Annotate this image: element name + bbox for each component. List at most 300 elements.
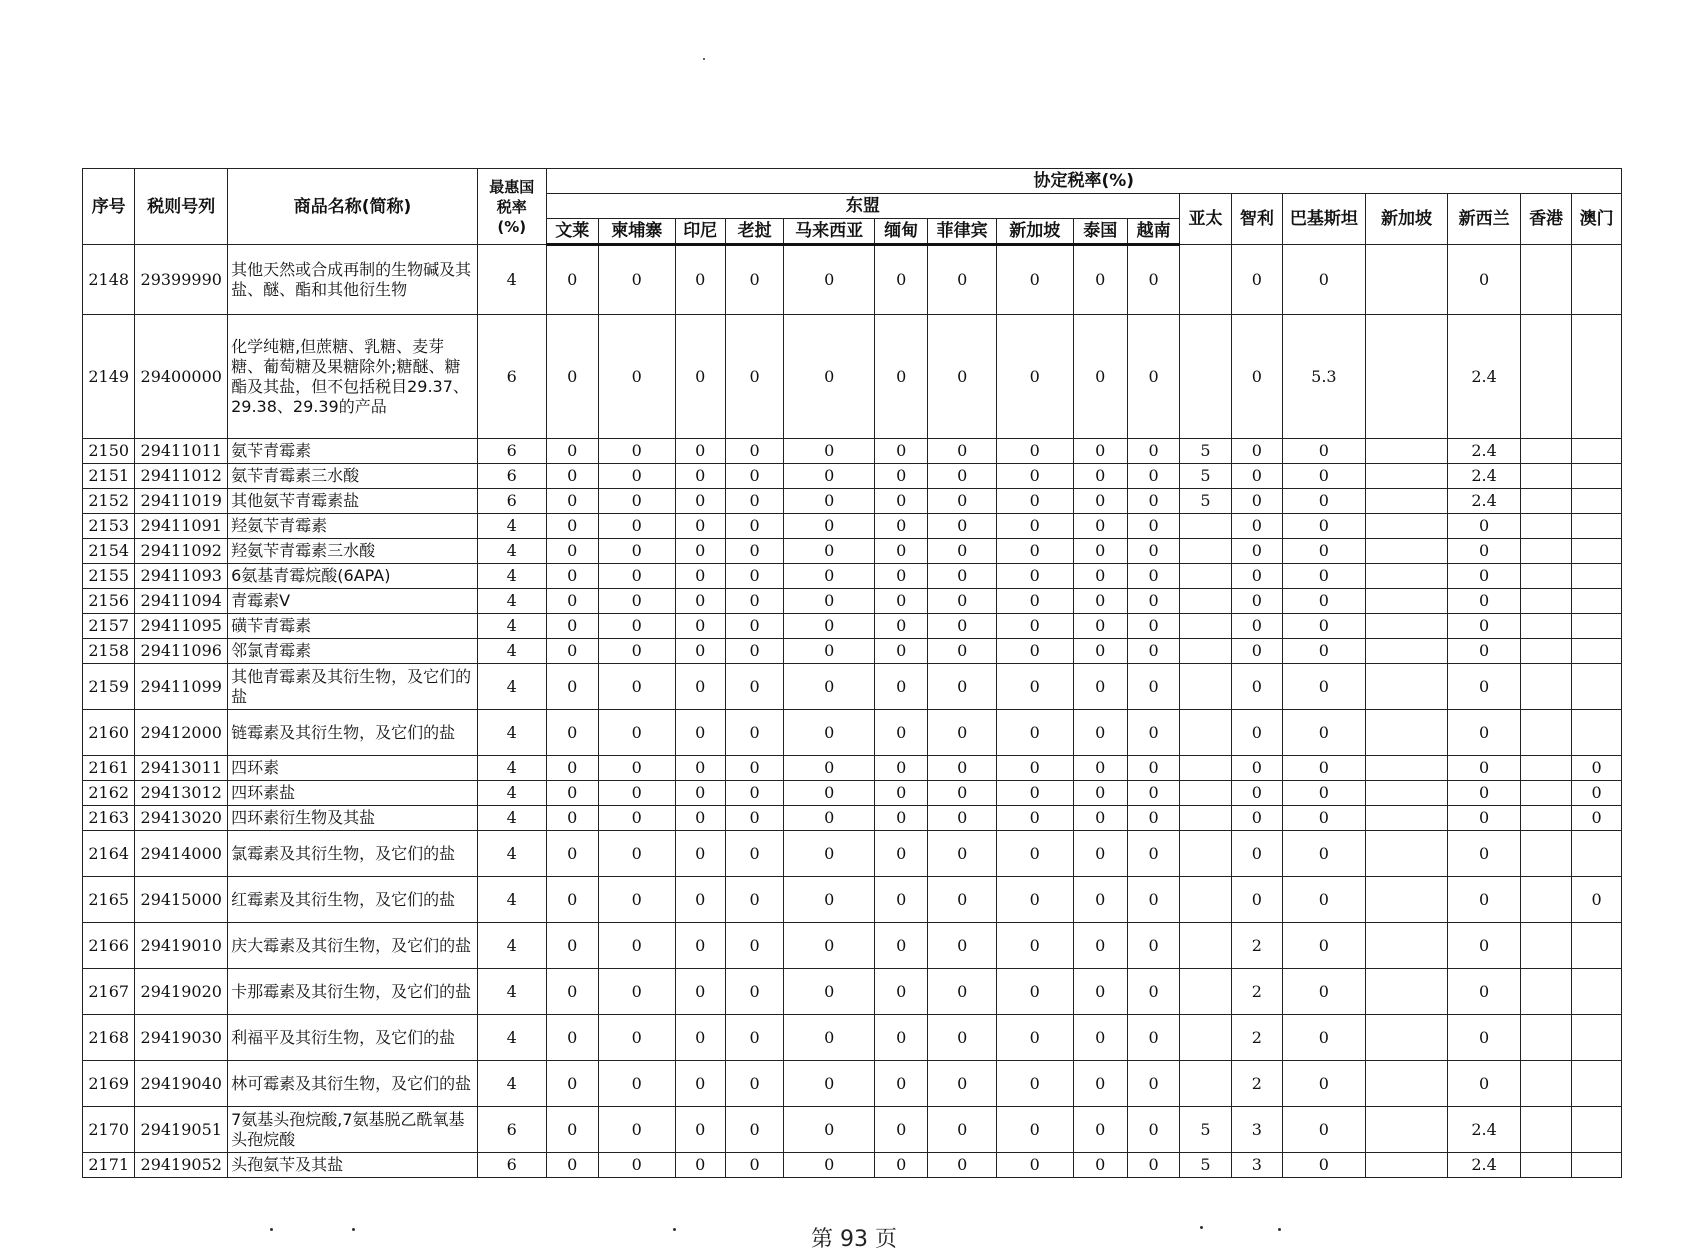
- cell-asean-rate: 0: [784, 639, 875, 664]
- cell-name: 磺苄青霉素: [228, 614, 478, 639]
- header-pakistan: 巴基斯坦: [1283, 194, 1366, 245]
- cell-seq: 2159: [83, 664, 135, 710]
- cell-mfn: 6: [478, 489, 547, 514]
- cell-asean-rate: 0: [725, 710, 783, 756]
- cell-asean-rate: 0: [996, 589, 1073, 614]
- cell-name: 林可霉素及其衍生物，及它们的盐: [228, 1061, 478, 1107]
- cell-asean-rate: 0: [928, 539, 997, 564]
- cell-newzealand: 2.4: [1448, 464, 1521, 489]
- cell-asean-rate: 0: [1127, 489, 1179, 514]
- cell-code: 29419052: [135, 1153, 228, 1178]
- cell-name: 卡那霉素及其衍生物，及它们的盐: [228, 969, 478, 1015]
- cell-asean-rate: 0: [784, 831, 875, 877]
- cell-singapore: [1365, 1153, 1448, 1178]
- cell-code: 29411091: [135, 514, 228, 539]
- header-asean: 东盟: [546, 194, 1180, 219]
- cell-apta: [1180, 614, 1231, 639]
- header-asean-brunei: 文莱: [546, 219, 598, 245]
- cell-asean-rate: 0: [675, 923, 725, 969]
- header-hongkong: 香港: [1520, 194, 1571, 245]
- cell-asean-rate: 0: [875, 439, 928, 464]
- cell-asean-rate: 0: [1127, 439, 1179, 464]
- header-asean-myanmar: 缅甸: [875, 219, 928, 245]
- cell-newzealand: 0: [1448, 245, 1521, 315]
- table-row: [83, 781, 1622, 806]
- cell-chile: 0: [1231, 589, 1282, 614]
- cell-asean-rate: 0: [675, 1015, 725, 1061]
- cell-asean-rate: 0: [928, 564, 997, 589]
- cell-asean-rate: 0: [725, 1107, 783, 1153]
- cell-asean-rate: 0: [928, 831, 997, 877]
- cell-macao: [1572, 831, 1622, 877]
- cell-name: 四环素盐: [228, 781, 478, 806]
- cell-asean-rate: 0: [1073, 969, 1127, 1015]
- cell-mfn: 6: [478, 439, 547, 464]
- cell-hongkong: [1520, 781, 1571, 806]
- header-asean-singapore: 新加坡: [996, 219, 1073, 245]
- cell-asean-rate: 0: [928, 439, 997, 464]
- cell-seq: 2162: [83, 781, 135, 806]
- cell-asean-rate: 0: [1073, 1107, 1127, 1153]
- cell-code: 29413020: [135, 806, 228, 831]
- cell-asean-rate: 0: [875, 877, 928, 923]
- cell-asean-rate: 0: [598, 245, 675, 315]
- cell-apta: 5: [1180, 439, 1231, 464]
- cell-code: 29413012: [135, 781, 228, 806]
- cell-apta: 5: [1180, 1107, 1231, 1153]
- cell-asean-rate: 0: [725, 514, 783, 539]
- cell-chile: 0: [1231, 664, 1282, 710]
- cell-asean-rate: 0: [546, 710, 598, 756]
- cell-hongkong: [1520, 639, 1571, 664]
- cell-asean-rate: 0: [875, 614, 928, 639]
- cell-asean-rate: 0: [1127, 1061, 1179, 1107]
- cell-asean-rate: 0: [675, 664, 725, 710]
- cell-singapore: [1365, 639, 1448, 664]
- table-row: [83, 439, 1622, 464]
- cell-asean-rate: 0: [1127, 710, 1179, 756]
- cell-asean-rate: 0: [598, 1153, 675, 1178]
- cell-chile: 0: [1231, 245, 1282, 315]
- cell-apta: [1180, 664, 1231, 710]
- cell-pakistan: 0: [1283, 1153, 1366, 1178]
- cell-macao: [1572, 664, 1622, 710]
- cell-asean-rate: 0: [1127, 315, 1179, 439]
- table-row: [83, 1153, 1622, 1178]
- cell-chile: 0: [1231, 439, 1282, 464]
- cell-asean-rate: 0: [1127, 514, 1179, 539]
- cell-asean-rate: 0: [1127, 969, 1179, 1015]
- cell-pakistan: 0: [1283, 539, 1366, 564]
- cell-name: 青霉素V: [228, 589, 478, 614]
- cell-asean-rate: 0: [598, 514, 675, 539]
- cell-asean-rate: 0: [784, 1153, 875, 1178]
- cell-name: 四环素衍生物及其盐: [228, 806, 478, 831]
- cell-asean-rate: 0: [675, 756, 725, 781]
- cell-asean-rate: 0: [928, 710, 997, 756]
- cell-mfn: 4: [478, 923, 547, 969]
- cell-newzealand: 0: [1448, 877, 1521, 923]
- cell-asean-rate: 0: [675, 877, 725, 923]
- cell-asean-rate: 0: [598, 806, 675, 831]
- cell-code: 29412000: [135, 710, 228, 756]
- cell-mfn: 6: [478, 464, 547, 489]
- cell-name: 6氨基青霉烷酸(6APA): [228, 564, 478, 589]
- cell-code: 29411011: [135, 439, 228, 464]
- cell-asean-rate: 0: [675, 439, 725, 464]
- header-asean-malaysia: 马来西亚: [784, 219, 875, 245]
- cell-asean-rate: 0: [725, 539, 783, 564]
- cell-asean-rate: 0: [1073, 831, 1127, 877]
- cell-asean-rate: 0: [546, 1107, 598, 1153]
- cell-asean-rate: 0: [928, 315, 997, 439]
- cell-mfn: 6: [478, 1153, 547, 1178]
- cell-newzealand: 0: [1448, 831, 1521, 877]
- cell-asean-rate: 0: [1073, 756, 1127, 781]
- cell-name: 红霉素及其衍生物，及它们的盐: [228, 877, 478, 923]
- cell-asean-rate: 0: [1127, 245, 1179, 315]
- cell-mfn: 4: [478, 589, 547, 614]
- cell-asean-rate: 0: [675, 539, 725, 564]
- cell-asean-rate: 0: [1073, 614, 1127, 639]
- cell-macao: [1572, 1061, 1622, 1107]
- cell-apta: [1180, 756, 1231, 781]
- cell-newzealand: 0: [1448, 539, 1521, 564]
- cell-asean-rate: 0: [546, 439, 598, 464]
- cell-hongkong: [1520, 806, 1571, 831]
- cell-asean-rate: 0: [598, 489, 675, 514]
- cell-asean-rate: 0: [725, 614, 783, 639]
- header-asean-cambodia: 柬埔寨: [598, 219, 675, 245]
- cell-seq: 2151: [83, 464, 135, 489]
- cell-asean-rate: 0: [996, 539, 1073, 564]
- cell-singapore: [1365, 710, 1448, 756]
- cell-asean-rate: 0: [725, 464, 783, 489]
- cell-singapore: [1365, 489, 1448, 514]
- cell-asean-rate: 0: [598, 614, 675, 639]
- cell-asean-rate: 0: [1073, 806, 1127, 831]
- cell-singapore: [1365, 1061, 1448, 1107]
- cell-seq: 2164: [83, 831, 135, 877]
- cell-asean-rate: 0: [996, 514, 1073, 539]
- cell-asean-rate: 0: [875, 781, 928, 806]
- cell-apta: [1180, 877, 1231, 923]
- cell-apta: [1180, 639, 1231, 664]
- cell-asean-rate: 0: [598, 969, 675, 1015]
- cell-chile: 2: [1231, 1015, 1282, 1061]
- cell-hongkong: [1520, 1107, 1571, 1153]
- cell-asean-rate: 0: [928, 1107, 997, 1153]
- cell-chile: 0: [1231, 756, 1282, 781]
- cell-asean-rate: 0: [784, 315, 875, 439]
- table-body: [83, 245, 1622, 1178]
- cell-singapore: [1365, 969, 1448, 1015]
- header-mfn-unit: (%): [497, 217, 527, 236]
- cell-asean-rate: 0: [875, 1061, 928, 1107]
- cell-asean-rate: 0: [1127, 539, 1179, 564]
- cell-asean-rate: 0: [784, 781, 875, 806]
- cell-chile: 0: [1231, 614, 1282, 639]
- cell-seq: 2163: [83, 806, 135, 831]
- cell-asean-rate: 0: [784, 664, 875, 710]
- cell-singapore: [1365, 614, 1448, 639]
- cell-asean-rate: 0: [546, 639, 598, 664]
- cell-hongkong: [1520, 589, 1571, 614]
- cell-pakistan: 0: [1283, 710, 1366, 756]
- cell-asean-rate: 0: [546, 245, 598, 315]
- cell-pakistan: 0: [1283, 564, 1366, 589]
- header-mfn-line2: 税率: [496, 197, 527, 216]
- tariff-sheet: [82, 168, 1622, 1178]
- cell-asean-rate: 0: [1127, 806, 1179, 831]
- cell-asean-rate: 0: [875, 564, 928, 589]
- table-row: [83, 589, 1622, 614]
- cell-asean-rate: 0: [1127, 664, 1179, 710]
- table-row: [83, 315, 1622, 439]
- cell-asean-rate: 0: [1073, 489, 1127, 514]
- cell-asean-rate: 0: [598, 1107, 675, 1153]
- cell-asean-rate: 0: [725, 564, 783, 589]
- cell-name: 头孢氨苄及其盐: [228, 1153, 478, 1178]
- cell-asean-rate: 0: [546, 664, 598, 710]
- cell-chile: 0: [1231, 315, 1282, 439]
- cell-chile: 0: [1231, 639, 1282, 664]
- cell-singapore: [1365, 781, 1448, 806]
- cell-asean-rate: 0: [598, 781, 675, 806]
- cell-newzealand: 0: [1448, 1061, 1521, 1107]
- cell-seq: 2149: [83, 315, 135, 439]
- cell-asean-rate: 0: [875, 1015, 928, 1061]
- table-header: [83, 169, 1622, 245]
- cell-asean-rate: 0: [784, 710, 875, 756]
- cell-asean-rate: 0: [875, 639, 928, 664]
- cell-hongkong: [1520, 1153, 1571, 1178]
- cell-asean-rate: 0: [875, 589, 928, 614]
- cell-seq: 2168: [83, 1015, 135, 1061]
- cell-singapore: [1365, 831, 1448, 877]
- cell-code: 29411092: [135, 539, 228, 564]
- cell-asean-rate: 0: [598, 315, 675, 439]
- cell-asean-rate: 0: [598, 923, 675, 969]
- cell-code: 29415000: [135, 877, 228, 923]
- cell-chile: 0: [1231, 489, 1282, 514]
- cell-asean-rate: 0: [546, 589, 598, 614]
- cell-code: 29419010: [135, 923, 228, 969]
- table-row: [83, 639, 1622, 664]
- cell-apta: [1180, 1015, 1231, 1061]
- cell-code: 29413011: [135, 756, 228, 781]
- cell-asean-rate: 0: [1073, 1153, 1127, 1178]
- cell-asean-rate: 0: [784, 1061, 875, 1107]
- cell-asean-rate: 0: [928, 877, 997, 923]
- cell-asean-rate: 0: [928, 664, 997, 710]
- cell-asean-rate: 0: [875, 923, 928, 969]
- cell-apta: [1180, 514, 1231, 539]
- table-row: [83, 877, 1622, 923]
- cell-chile: 3: [1231, 1107, 1282, 1153]
- cell-asean-rate: 0: [996, 1153, 1073, 1178]
- cell-asean-rate: 0: [784, 923, 875, 969]
- cell-asean-rate: 0: [996, 439, 1073, 464]
- cell-asean-rate: 0: [675, 245, 725, 315]
- cell-asean-rate: 0: [675, 564, 725, 589]
- cell-seq: 2166: [83, 923, 135, 969]
- cell-name: 化学纯糖,但蔗糖、乳糖、麦芽糖、葡萄糖及果糖除外;糖醚、糖酯及其盐，但不包括税目29.37、29.38、29.39的产品: [228, 315, 478, 439]
- cell-apta: [1180, 806, 1231, 831]
- cell-seq: 2148: [83, 245, 135, 315]
- cell-asean-rate: 0: [784, 439, 875, 464]
- cell-asean-rate: 0: [725, 923, 783, 969]
- cell-singapore: [1365, 1107, 1448, 1153]
- cell-asean-rate: 0: [928, 614, 997, 639]
- cell-asean-rate: 0: [675, 464, 725, 489]
- cell-code: 29411095: [135, 614, 228, 639]
- cell-asean-rate: 0: [546, 564, 598, 589]
- cell-asean-rate: 0: [784, 589, 875, 614]
- cell-asean-rate: 0: [598, 831, 675, 877]
- cell-name: 7氨基头孢烷酸,7氨基脱乙酰氧基头孢烷酸: [228, 1107, 478, 1153]
- cell-asean-rate: 0: [996, 877, 1073, 923]
- cell-code: 29419040: [135, 1061, 228, 1107]
- cell-asean-rate: 0: [1073, 1061, 1127, 1107]
- cell-singapore: [1365, 923, 1448, 969]
- cell-newzealand: 0: [1448, 806, 1521, 831]
- cell-seq: 2153: [83, 514, 135, 539]
- header-asean-vietnam: 越南: [1127, 219, 1179, 245]
- cell-mfn: 4: [478, 639, 547, 664]
- cell-name: 氨苄青霉素三水酸: [228, 464, 478, 489]
- cell-singapore: [1365, 514, 1448, 539]
- cell-asean-rate: 0: [1127, 1153, 1179, 1178]
- cell-asean-rate: 0: [928, 1061, 997, 1107]
- cell-asean-rate: 0: [725, 969, 783, 1015]
- cell-asean-rate: 0: [1073, 539, 1127, 564]
- cell-hongkong: [1520, 664, 1571, 710]
- cell-asean-rate: 0: [598, 1015, 675, 1061]
- cell-apta: [1180, 781, 1231, 806]
- cell-macao: [1572, 539, 1622, 564]
- table-row: [83, 539, 1622, 564]
- cell-seq: 2152: [83, 489, 135, 514]
- table-row: [83, 923, 1622, 969]
- cell-name: 四环素: [228, 756, 478, 781]
- cell-name: 利福平及其衍生物，及它们的盐: [228, 1015, 478, 1061]
- cell-pakistan: 0: [1283, 639, 1366, 664]
- cell-asean-rate: 0: [725, 877, 783, 923]
- cell-asean-rate: 0: [675, 614, 725, 639]
- cell-asean-rate: 0: [1073, 664, 1127, 710]
- cell-macao: [1572, 489, 1622, 514]
- cell-hongkong: [1520, 315, 1571, 439]
- cell-asean-rate: 0: [875, 969, 928, 1015]
- cell-asean-rate: 0: [1127, 781, 1179, 806]
- cell-apta: [1180, 710, 1231, 756]
- header-asean-philippines: 菲律宾: [928, 219, 997, 245]
- cell-code: 29411093: [135, 564, 228, 589]
- cell-newzealand: 0: [1448, 614, 1521, 639]
- cell-chile: 0: [1231, 877, 1282, 923]
- cell-asean-rate: 0: [996, 1061, 1073, 1107]
- cell-code: 29411096: [135, 639, 228, 664]
- cell-asean-rate: 0: [875, 514, 928, 539]
- cell-pakistan: 0: [1283, 877, 1366, 923]
- cell-asean-rate: 0: [784, 489, 875, 514]
- cell-name: 其他青霉素及其衍生物，及它们的盐: [228, 664, 478, 710]
- cell-name: 庆大霉素及其衍生物，及它们的盐: [228, 923, 478, 969]
- cell-asean-rate: 0: [996, 614, 1073, 639]
- cell-asean-rate: 0: [675, 639, 725, 664]
- cell-asean-rate: 0: [996, 245, 1073, 315]
- cell-macao: 0: [1572, 756, 1622, 781]
- cell-asean-rate: 0: [598, 539, 675, 564]
- header-seq: 序号: [83, 169, 135, 245]
- cell-hongkong: [1520, 710, 1571, 756]
- cell-chile: 2: [1231, 1061, 1282, 1107]
- cell-asean-rate: 0: [1127, 1107, 1179, 1153]
- cell-asean-rate: 0: [1127, 877, 1179, 923]
- cell-asean-rate: 0: [875, 464, 928, 489]
- cell-asean-rate: 0: [996, 315, 1073, 439]
- cell-asean-rate: 0: [928, 1153, 997, 1178]
- cell-chile: 0: [1231, 781, 1282, 806]
- cell-asean-rate: 0: [928, 464, 997, 489]
- cell-macao: [1572, 514, 1622, 539]
- cell-asean-rate: 0: [996, 564, 1073, 589]
- cell-asean-rate: 0: [1073, 589, 1127, 614]
- cell-mfn: 4: [478, 806, 547, 831]
- cell-seq: 2165: [83, 877, 135, 923]
- cell-asean-rate: 0: [875, 806, 928, 831]
- table-row: [83, 1107, 1622, 1153]
- table-row: [83, 245, 1622, 315]
- cell-asean-rate: 0: [928, 245, 997, 315]
- cell-pakistan: 0: [1283, 923, 1366, 969]
- cell-seq: 2150: [83, 439, 135, 464]
- cell-apta: 5: [1180, 1153, 1231, 1178]
- cell-newzealand: 2.4: [1448, 1153, 1521, 1178]
- cell-newzealand: 2.4: [1448, 439, 1521, 464]
- cell-macao: 0: [1572, 877, 1622, 923]
- cell-name: 羟氨苄青霉素三水酸: [228, 539, 478, 564]
- table-row: [83, 564, 1622, 589]
- cell-asean-rate: 0: [875, 489, 928, 514]
- cell-chile: 0: [1231, 539, 1282, 564]
- cell-apta: [1180, 245, 1231, 315]
- cell-asean-rate: 0: [1127, 614, 1179, 639]
- cell-chile: 3: [1231, 1153, 1282, 1178]
- cell-chile: 0: [1231, 831, 1282, 877]
- cell-code: 29411099: [135, 664, 228, 710]
- cell-macao: [1572, 639, 1622, 664]
- table-row: [83, 489, 1622, 514]
- cell-asean-rate: 0: [725, 639, 783, 664]
- cell-asean-rate: 0: [546, 756, 598, 781]
- cell-asean-rate: 0: [598, 464, 675, 489]
- cell-asean-rate: 0: [996, 489, 1073, 514]
- cell-code: 29399990: [135, 245, 228, 315]
- cell-asean-rate: 0: [996, 639, 1073, 664]
- cell-pakistan: 0: [1283, 589, 1366, 614]
- cell-hongkong: [1520, 489, 1571, 514]
- cell-seq: 2158: [83, 639, 135, 664]
- header-mfn: [478, 169, 547, 245]
- cell-apta: [1180, 831, 1231, 877]
- cell-hongkong: [1520, 539, 1571, 564]
- cell-macao: 0: [1572, 806, 1622, 831]
- cell-asean-rate: 0: [875, 1107, 928, 1153]
- cell-hongkong: [1520, 464, 1571, 489]
- cell-hongkong: [1520, 756, 1571, 781]
